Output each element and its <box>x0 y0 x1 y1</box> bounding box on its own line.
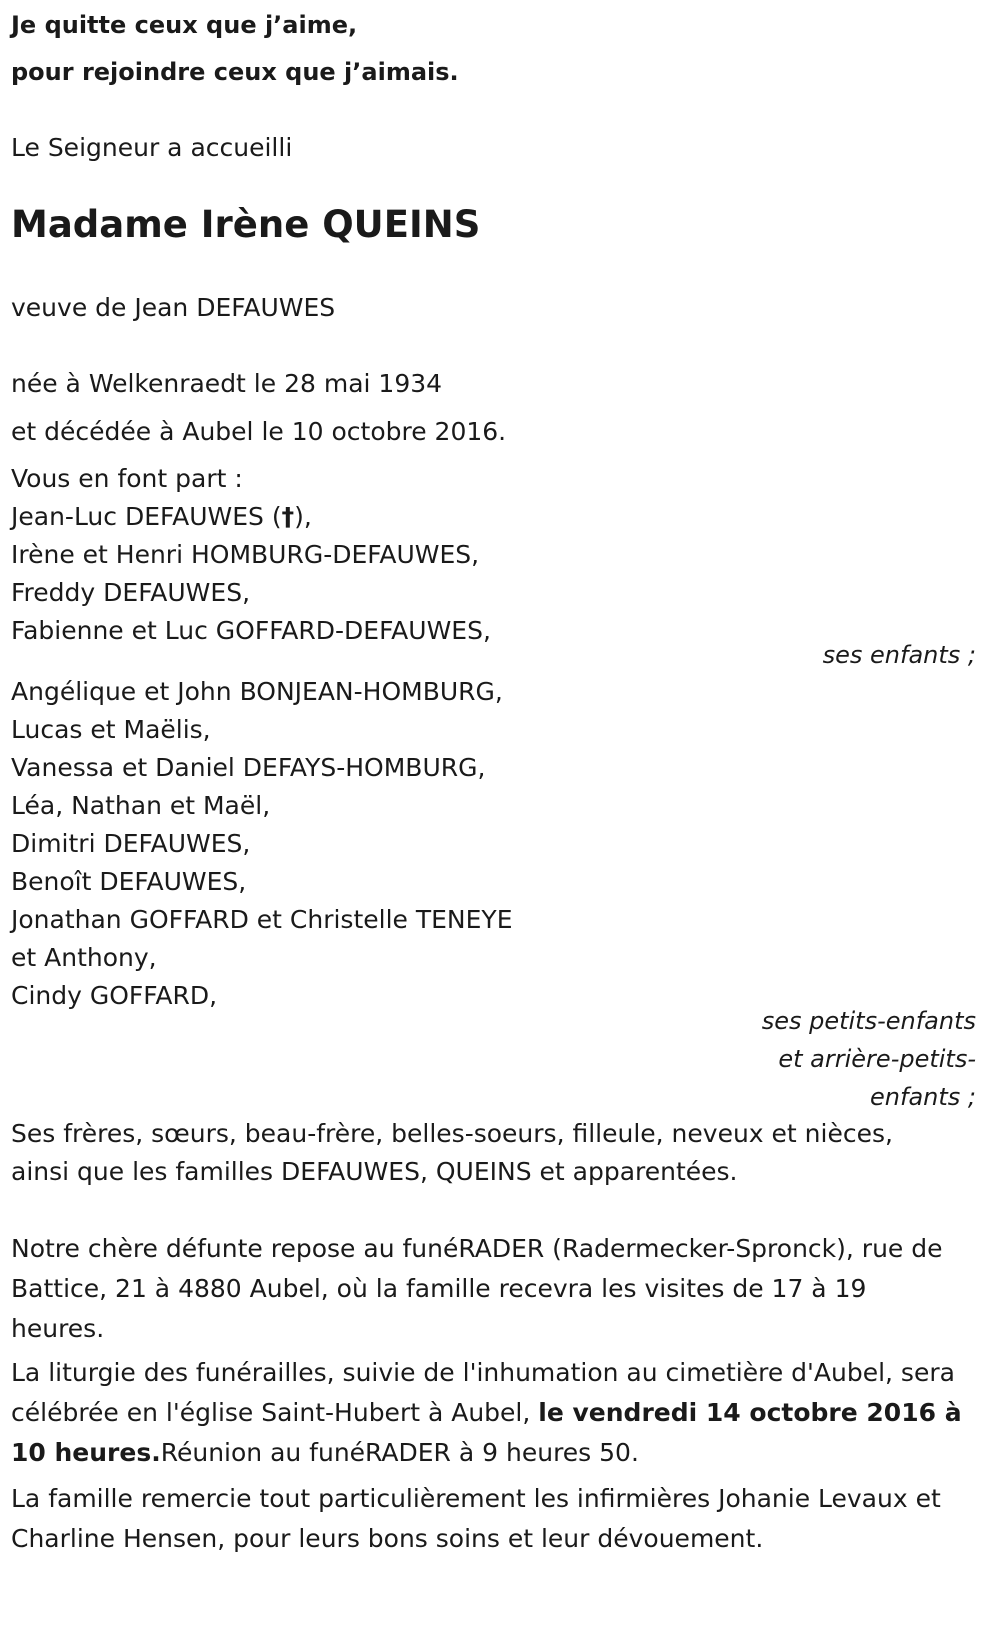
announce-intro: Vous en font part : <box>11 464 243 493</box>
intro-text: Le Seigneur a accueilli <box>11 133 293 162</box>
birth-info: née à Welkenraedt le 28 mai 1934 <box>11 369 443 398</box>
repose-paragraph: Notre chère défunte repose au funéRADER (Radermecker-Spronck), rue de Battice, 21 à 4880 Aubel, où la famille recevra les visites de 17 à 19 heures. <box>11 1234 943 1343</box>
grandchild-line: Jonathan GOFFARD et Christelle TENEYE <box>11 905 513 934</box>
epigraph-line-1: Je quitte ceux que j’aime, <box>11 11 358 39</box>
grandchildren-label-3: enfants ; <box>870 1083 976 1111</box>
grandchild-line: Vanessa et Daniel DEFAYS-HOMBURG, <box>11 753 486 782</box>
child-line: Freddy DEFAUWES, <box>11 578 251 607</box>
death-info: et décédée à Aubel le 10 octobre 2016. <box>11 417 507 446</box>
grandchildren-label-2: et arrière-petits- <box>778 1045 976 1073</box>
child-line: Fabienne et Luc GOFFARD-DEFAUWES, <box>11 616 491 645</box>
grandchild-line: Angélique et John BONJEAN-HOMBURG, <box>11 677 503 706</box>
child-suffix: ), <box>294 502 312 531</box>
cross-icon: † <box>281 502 295 531</box>
grandchild-line: Dimitri DEFAUWES, <box>11 829 251 858</box>
grandchild-line: Léa, Nathan et Maël, <box>11 791 271 820</box>
family-line-2: ainsi que les familles DEFAUWES, QUEINS et apparentées. <box>11 1157 738 1186</box>
grandchildren-label-1: ses petits-enfants <box>761 1007 976 1035</box>
deceased-name: Madame Irène QUEINS <box>11 203 481 246</box>
grandchild-line: Benoît DEFAUWES, <box>11 867 247 896</box>
liturgy-paragraph <box>11 1353 966 1473</box>
child-line: Irène et Henri HOMBURG-DEFAUWES, <box>11 540 480 569</box>
grandchild-line: Lucas et Maëlis, <box>11 715 211 744</box>
liturgy-after: Réunion au funéRADER à 9 heures 50. <box>160 1438 639 1467</box>
widow-of: veuve de Jean DEFAUWES <box>11 293 336 322</box>
child-line <box>11 502 312 532</box>
grandchild-line: et Anthony, <box>11 943 157 972</box>
family-line-1: Ses frères, sœurs, beau-frère, belles-soeurs, filleule, neveux et nièces, <box>11 1119 893 1148</box>
children-label: ses enfants ; <box>822 641 976 669</box>
child-name: Jean-Luc DEFAUWES ( <box>11 502 282 531</box>
liturgy-text: La liturgie des funérailles, suivie de l'inhumation au cimetière d'Aubel, sera célébrée en l'église Saint-Hubert à Aubel, <box>11 1358 955 1427</box>
liturgy-date: le vendredi 14 octobre 2016 à 10 heures. <box>11 1398 962 1467</box>
epigraph-line-2: pour rejoindre ceux que j’aimais. <box>11 58 459 86</box>
thanks-paragraph: La famille remercie tout particulièrement les infirmières Johanie Levaux et Charline Hensen, pour leurs bons soins et leur dévouement. <box>11 1484 941 1553</box>
grandchild-line: Cindy GOFFARD, <box>11 981 218 1010</box>
